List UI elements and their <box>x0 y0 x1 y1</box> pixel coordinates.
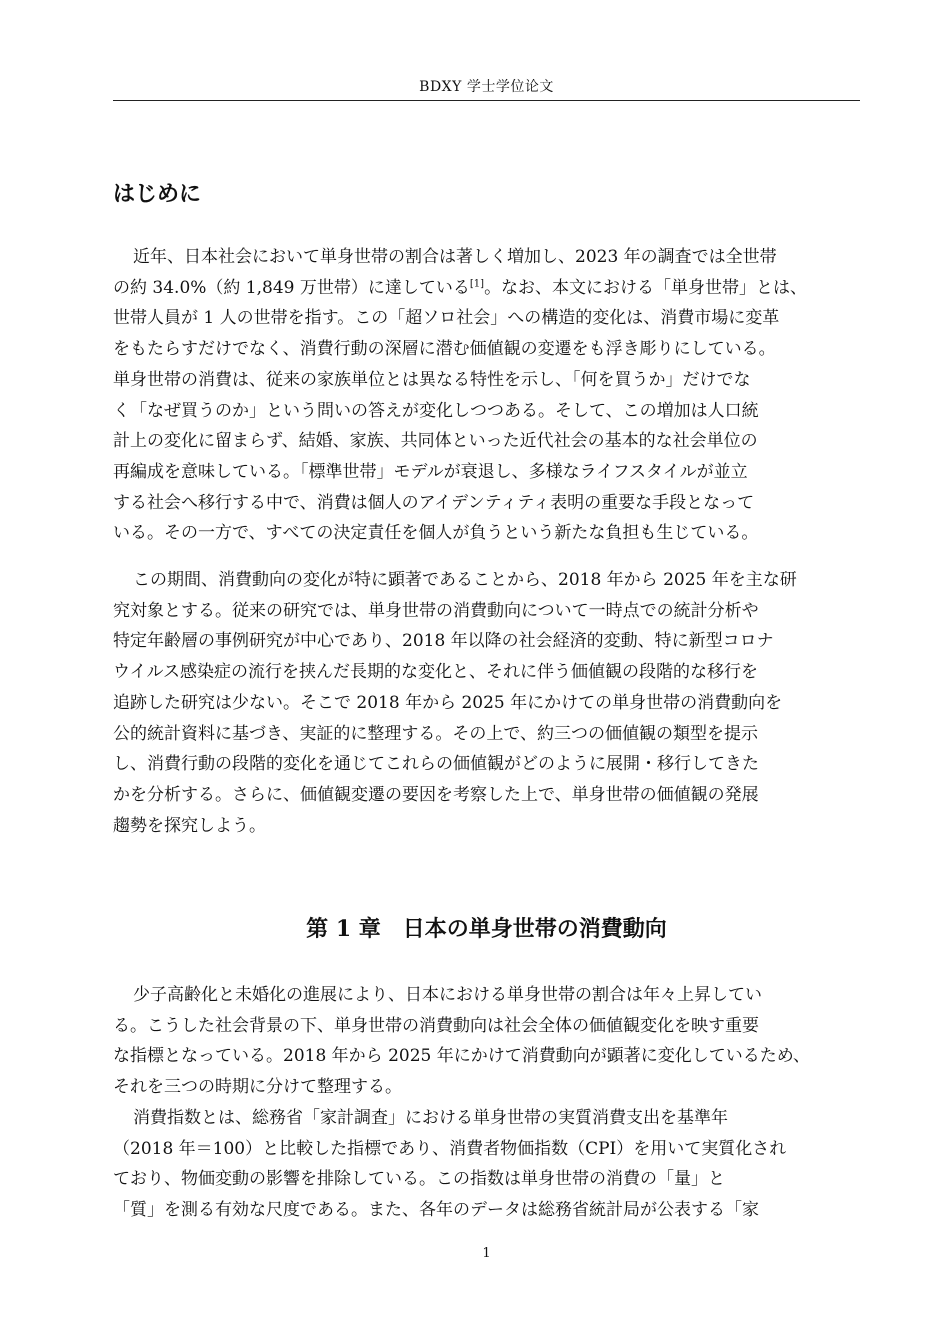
text-line: 公的統計資料に基づき、実証的に整理する。その上で、約三つの価値観の類型を提示 <box>113 723 758 744</box>
footnote-reference[interactable]: [1] <box>469 278 485 290</box>
chapter-heading: 第 1 章 日本の単身世帯の消費動向 <box>306 916 667 942</box>
text-line: 近年、日本社会において単身世帯の割合は著しく増加し、2023 年の調査では全世帯 <box>133 247 777 267</box>
header-rule <box>113 100 860 101</box>
running-header: BDXY 学士学位论文 <box>419 79 554 95</box>
text-line: る。こうした社会背景の下、単身世帯の消費動向は社会全体の価値観変化を映す重要 <box>113 1015 759 1036</box>
text-line: 単身世帯の消費は、従来の家族単位とは異なる特性を示し、「何を買うか」だけでな <box>113 369 751 390</box>
text-line: （2018 年＝100）と比較した指標であり、消費者物価指数（CPI）を用いて実質化され <box>113 1138 787 1159</box>
chapter-paragraph-1 <box>113 980 860 1103</box>
text-line: それを三つの時期に分けて整理する。 <box>113 1077 402 1098</box>
text-line: かを分析する。さらに、価値観変遷の要因を考察した上で、単身世帯の価値観の発展 <box>113 784 759 805</box>
text-line: 再編成を意味している。「標準世帯」モデルが衰退し、多様なライフスタイルが並立 <box>113 461 748 482</box>
text-line: 特定年齢層の事例研究が中心であり、2018 年以降の社会経済的変動、特に新型コロナ <box>113 631 774 652</box>
text-line: ており、物価変動の影響を排除している。この指数は単身世帯の消費の「量」と <box>113 1169 725 1190</box>
text-line <box>113 273 860 304</box>
text-segment: の約 34.0%（約 1,849 万世帯）に達している <box>113 277 470 298</box>
text-line: 少子高齢化と未婚化の進展により、日本における単身世帯の割合は年々上昇してい <box>133 985 762 1005</box>
text-line: をもたらすだけでなく、消費行動の深層に潜む価値観の変遷をも浮き彫りにしている。 <box>113 339 776 360</box>
text-line: 追跡した研究は少ない。そこで 2018 年から 2025 年にかけての単身世帯の消費動向を <box>113 692 783 713</box>
text-line: この期間、消費動向の変化が特に顕著であることから、2018 年から 2025 年を主な研 <box>133 570 797 590</box>
text-line: 「質」を測る有効な尺度である。また、各年のデータは総務省統計局が公表する「家 <box>113 1200 759 1221</box>
text-line: ウイルス感染症の流行を挟んだ長期的な変化と、それに伴う価値観の段階的な移行を <box>113 662 758 683</box>
text-line: く「なぜ買うのか」という問いの答えが変化しつつある。そして、この増加は人口統 <box>113 400 759 421</box>
page-number: 1 <box>482 1246 491 1261</box>
intro-paragraph-1 <box>113 242 860 549</box>
text-line: な指標となっている。2018 年から 2025 年にかけて消費動向が顕著に変化しているため、 <box>113 1046 811 1067</box>
text-line: 世帯人員が 1 人の世帯を指す。この「超ソロ社会」への構造的変化は、消費市場に変革 <box>113 308 780 329</box>
section-heading-intro: はじめに <box>113 181 202 207</box>
intro-paragraph-2 <box>113 565 860 841</box>
text-line: 計上の変化に留まらず、結婚、家族、共同体といった近代社会の基本的な社会単位の <box>113 431 758 452</box>
text-line: いる。その一方で、すべての決定責任を個人が負うという新たな負担も生じている。 <box>113 523 759 544</box>
text-segment: 。なお、本文における「単身世帯」とは、 <box>484 277 808 298</box>
text-line: 究対象とする。従来の研究では、単身世帯の消費動向について一時点での統計分析や <box>113 600 759 621</box>
text-line: し、消費行動の段階的変化を通じてこれらの価値観がどのように展開・移行してきた <box>113 754 759 775</box>
chapter-paragraph-2 <box>113 1103 860 1226</box>
text-line: 趨勢を探究しよう。 <box>113 815 266 836</box>
text-line: 消費指数とは、総務省「家計調査」における単身世帯の実質消費支出を基準年 <box>133 1108 728 1128</box>
text-line: する社会へ移行する中で、消費は個人のアイデンティティ表明の重要な手段となって <box>113 492 755 513</box>
